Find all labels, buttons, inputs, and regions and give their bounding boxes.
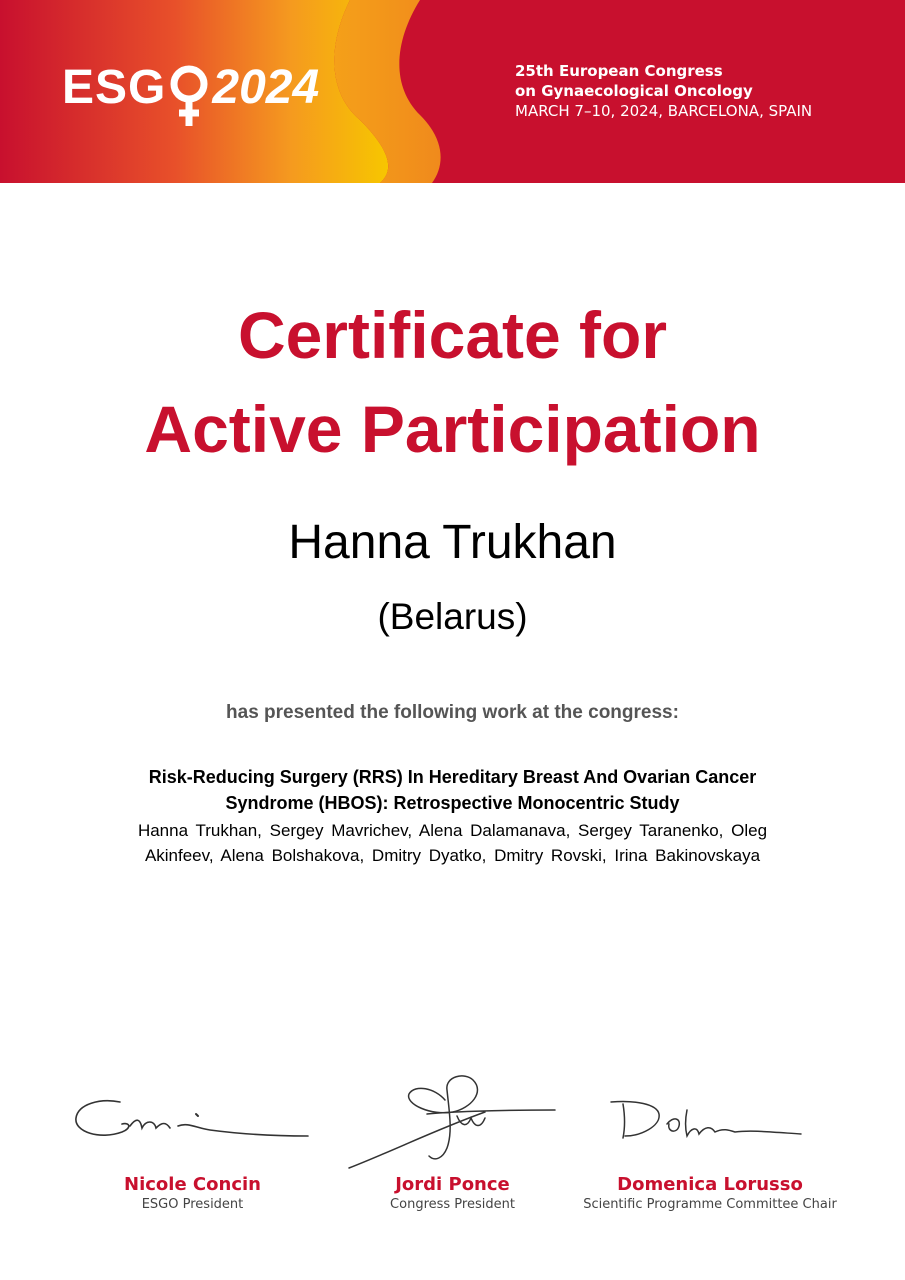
signatory-name: Domenica Lorusso bbox=[617, 1174, 803, 1195]
esgo-logo bbox=[62, 54, 319, 120]
signatory-role: Congress President bbox=[390, 1197, 515, 1212]
authors-line-2: Akinfeev, Alena Bolshakova, Dmitry Dyatko, Dmitry Rovski, Irina Bakinovskaya bbox=[144, 846, 761, 865]
logo-year: 2024 bbox=[212, 60, 320, 114]
header-banner bbox=[0, 0, 905, 183]
work-title-line-1: Risk-Reducing Surgery (RRS) In Hereditary Breast And Ovarian Cancer bbox=[148, 767, 757, 787]
signatory-name: Jordi Ponce bbox=[395, 1174, 510, 1195]
congress-line-2: on Gynaecological Oncology bbox=[515, 82, 753, 100]
authors-line-1: Hanna Trukhan, Sergey Mavrichev, Alena Dalamanava, Sergey Taranenko, Oleg bbox=[137, 821, 768, 840]
signatory-role: ESGO President bbox=[141, 1197, 244, 1212]
work-authors bbox=[60, 818, 845, 868]
signature-block-ponce bbox=[335, 1070, 570, 1213]
presentation-intro: has presented the following work at the congress: bbox=[226, 702, 679, 723]
certificate-title bbox=[0, 288, 905, 476]
work-title bbox=[60, 764, 845, 816]
logo-prefix: ESG bbox=[62, 60, 167, 114]
recipient-country: (Belarus) bbox=[377, 596, 528, 637]
work-title-line-2: Syndrome (HBOS): Retrospective Monocentric Study bbox=[225, 793, 680, 813]
recipient-name: Hanna Trukhan bbox=[288, 516, 617, 569]
venus-symbol-icon bbox=[168, 64, 210, 130]
signature-block-lorusso bbox=[575, 1070, 845, 1213]
signature-ponce-graphic bbox=[335, 1070, 570, 1170]
signatory-role: Scientific Programme Committee Chair bbox=[583, 1197, 837, 1212]
congress-dates-location: MARCH 7–10, 2024, BARCELONA, SPAIN bbox=[515, 102, 813, 120]
signatory-name: Nicole Concin bbox=[124, 1174, 261, 1195]
signature-lorusso-graphic bbox=[575, 1070, 845, 1170]
congress-info bbox=[515, 61, 812, 121]
congress-line-1: 25th European Congress bbox=[515, 62, 723, 80]
certificate-title-line-1: Certificate for bbox=[237, 298, 668, 372]
signature-block-concin bbox=[70, 1070, 315, 1213]
signature-concin-graphic bbox=[70, 1070, 315, 1170]
certificate-title-line-2: Active Participation bbox=[144, 392, 761, 466]
